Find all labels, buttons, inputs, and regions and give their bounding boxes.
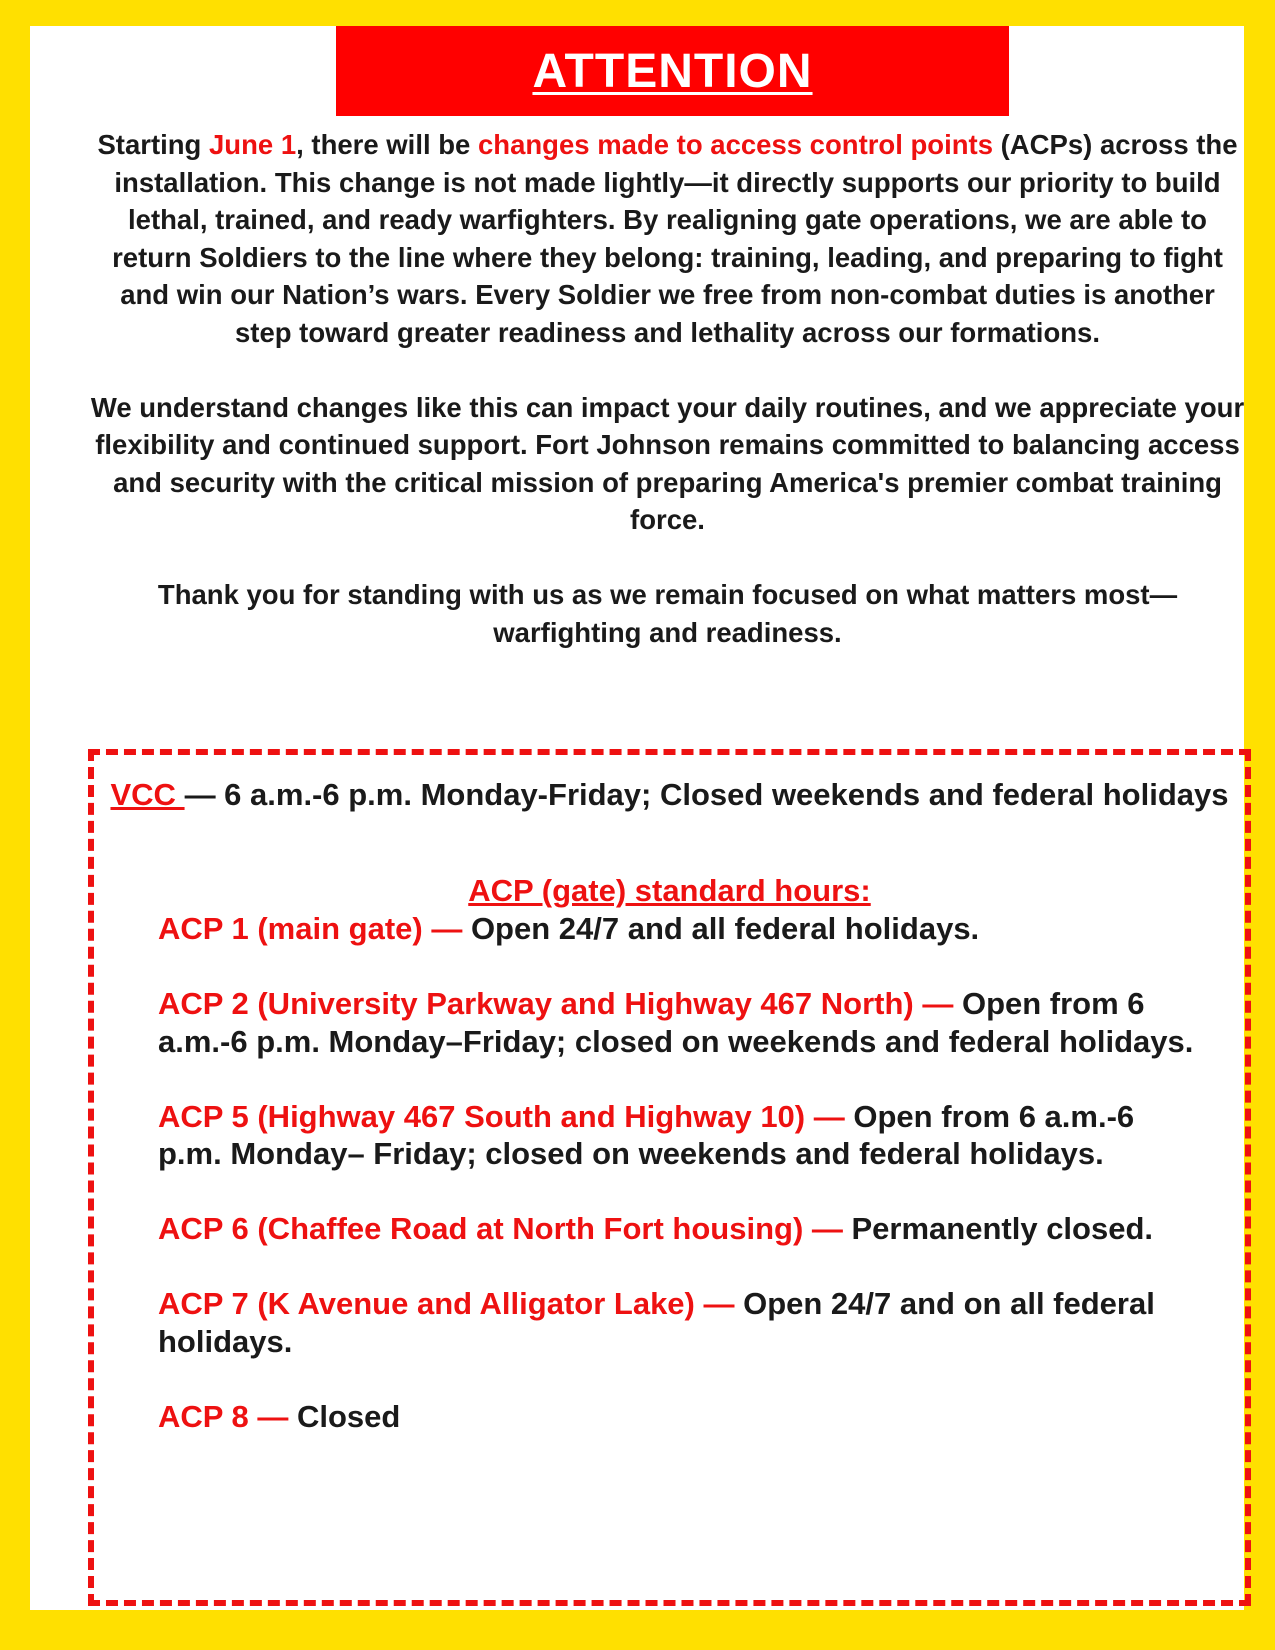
intro-p1-text-1: Starting: [97, 129, 209, 160]
acp-item-6: [158, 1210, 1198, 1248]
notice-panel: [30, 26, 1244, 1610]
vcc-hours-text: — 6 a.m.-6 p.m. Monday-Friday; Closed weekends and federal holidays: [184, 777, 1229, 812]
banner-title: ATTENTION: [532, 44, 813, 98]
intro-p1-text-2: , there will be: [296, 129, 478, 160]
intro-paragraph-3: Thank you for standing with us as we remain focused on what matters most—warfighting and readiness.: [157, 578, 1178, 648]
acp-item-2: [158, 985, 1198, 1060]
change-highlight: changes made to access control points: [477, 129, 993, 160]
intro-paragraph-1: [90, 126, 1245, 352]
acp-list: [158, 910, 1198, 1473]
acp-item-5: [158, 1098, 1198, 1173]
acp-1-hours: Open 24/7 and all federal holidays.: [462, 911, 980, 946]
start-date: June 1: [209, 129, 297, 160]
acp-2-name: ACP 2 (University Parkway and Highway 467 North) —: [158, 986, 954, 1021]
gate-hours-box: [88, 749, 1251, 1606]
acp-item-8: [158, 1398, 1198, 1436]
attention-banner: [336, 26, 1009, 116]
acp-6-hours: Permanently closed.: [842, 1211, 1154, 1246]
acp-7-name: ACP 7 (K Avenue and Alligator Lake) —: [158, 1286, 735, 1321]
acp-7-hours: Open 24/7 and on all federal holidays.: [158, 1286, 1155, 1359]
acp-5-hours: Open from 6 a.m.-6 p.m. Monday– Friday; closed on weekends and federal holidays.: [158, 1098, 1135, 1171]
acp-item-7: [158, 1285, 1198, 1360]
acp-8-hours: Closed: [288, 1398, 401, 1434]
intro-text: [90, 126, 1245, 688]
intro-paragraph-2: We understand changes like this can impact your daily routines, and we appreciate your flexibility and continued support. Fort Johnson remains committed to balancing access and security with the critical mission of preparing America's premier combat training force.: [90, 391, 1245, 536]
intro-p1-text-3: (ACPs) across the installation. This change is not made lightly—it directly supports our priority to build lethal, trained, and ready warfighters. By realigning gate operations, we are able to return Soldiers to the line where they belong: training, leading, and preparing to fight and win our Nation’s wars. Every Soldier we free from non-combat duties is another step toward greater readiness and lethality across our formations.: [112, 129, 1238, 348]
acp-6-name: ACP 6 (Chaffee Road at North Fort housing) —: [158, 1211, 843, 1246]
vcc-label: VCC: [110, 777, 185, 812]
acp-1-name: ACP 1 (main gate) —: [158, 911, 463, 946]
vcc-hours: [94, 775, 1245, 815]
acp-8-name: ACP 8 —: [158, 1398, 289, 1434]
acp-5-name: ACP 5 (Highway 467 South and Highway 10) —: [158, 1098, 845, 1134]
acp-item-1: [158, 910, 1198, 948]
acp-hours-heading: ACP (gate) standard hours:: [468, 873, 871, 908]
acp-2-hours: Open from 6 a.m.-6 p.m. Monday–Friday; closed on weekends and federal holidays.: [158, 986, 1194, 1059]
